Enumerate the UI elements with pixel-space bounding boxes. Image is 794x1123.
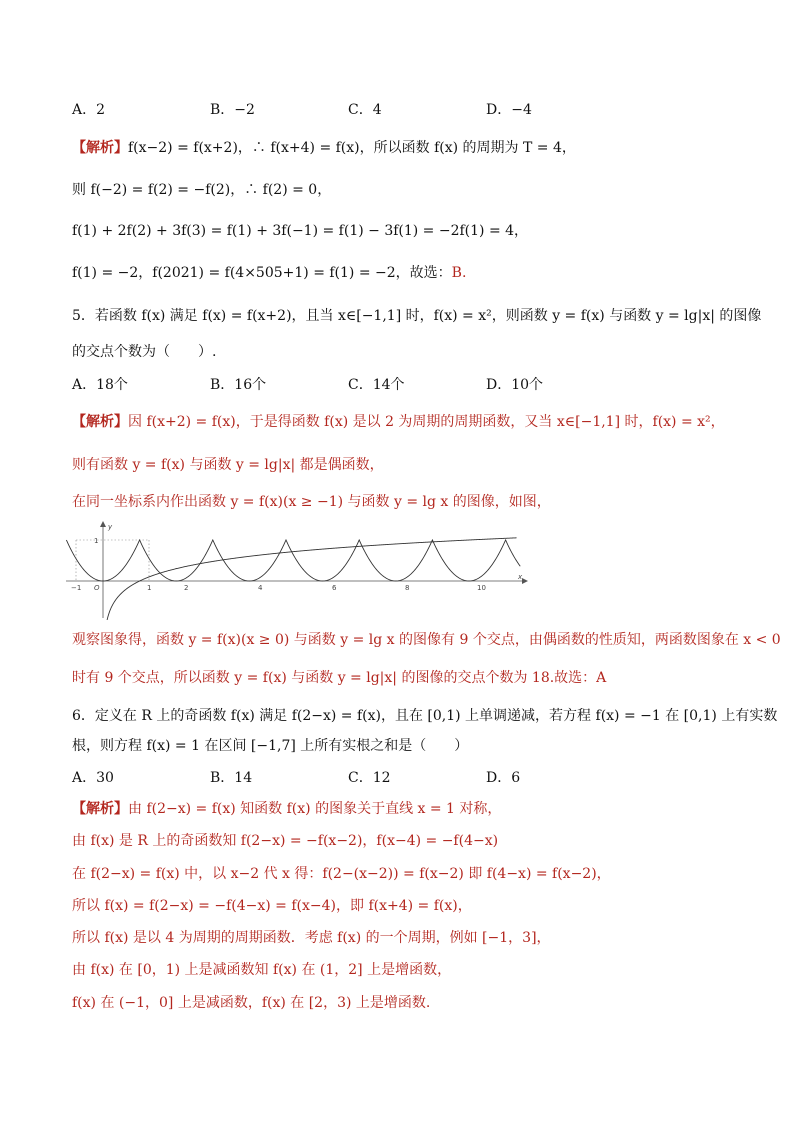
q5-option-b: B．16个: [210, 377, 267, 393]
q4-option-a: A．2: [72, 102, 106, 118]
x-tick-label: −1: [71, 584, 82, 592]
q5-analysis-line-5: [72, 668, 606, 688]
q5-stem-line-2: 的交点个数为（ ）.: [72, 344, 217, 360]
q6-analysis-text-1: 由 f(2−x) = f(x) 知函数 f(x) 的图象关于直线 x = 1 对称，: [128, 801, 502, 817]
q5-option-d: D．10个: [486, 377, 544, 393]
q5-analysis-line-2: 则有函数 y = f(x) 与函数 y = lg|x| 都是偶函数，: [72, 457, 384, 473]
x-tick-label: 6: [332, 584, 337, 592]
q6-option-c: C．12: [348, 770, 391, 786]
q6-analysis-line-6: 由 f(x) 在 [0，1) 上是减函数知 f(x) 在 (1，2] 上是增函数，: [72, 962, 452, 978]
q6-option-b: B．14: [210, 770, 253, 786]
periodic-function-curve: [66, 540, 520, 581]
q5-analysis-text-5: 时有 9 个交点，所以函数 y = f(x) 与函数 y = lg|x| 的图像的交点个数为 18.故选：: [72, 670, 597, 686]
analysis-tag: 【解析】: [72, 801, 128, 817]
x-axis-arrow: [522, 578, 528, 584]
q5-analysis-line-4: 观察图象得，函数 y = f(x)(x ≥ 0) 与函数 y = lg x 的图像有 9 个交点，由偶函数的性质知，两函数图象在 x < 0: [72, 632, 781, 648]
q4-analysis-line-4: [72, 263, 466, 283]
q5-option-a: A．18个: [72, 377, 128, 393]
q4-analysis-text-1: f(x−2) = f(x+2)，∴ f(x+4) = f(x)，所以函数 f(x) 的周期为 T = 4，: [128, 140, 576, 156]
x-tick-label: 8: [405, 584, 410, 592]
q6-option-a: A．30: [72, 770, 114, 786]
q5-answer: A: [596, 670, 607, 686]
x-axis-label: x: [518, 573, 523, 581]
function-graph: [66, 520, 536, 620]
y-axis-arrow: [100, 521, 106, 527]
q4-analysis-line-2: 则 f(−2) = f(2) = −f(2)，∴ f(2) = 0，: [72, 182, 332, 198]
q5-analysis-line-1: [72, 412, 725, 432]
q4-option-d: D．−4: [486, 102, 532, 118]
x-tick-label: 4: [258, 584, 263, 592]
q5-stem-line-1: 5．若函数 f(x) 满足 f(x) = f(x+2)，且当 x∈[−1,1] 时，f(x) = x²，则函数 y = f(x) 与函数 y = lg|x| 的图像: [72, 308, 762, 324]
y-axis-label: y: [108, 523, 113, 531]
q6-analysis-line-3: 在 f(2−x) = f(x) 中，以 x−2 代 x 得：f(2−(x−2)) = f(x−2) 即 f(4−x) = f(x−2)，: [72, 866, 611, 882]
origin-label: O: [94, 584, 100, 592]
q5-analysis-text-1: 因 f(x+2) = f(x)，于是得函数 f(x) 是以 2 为周期的周期函数，又当 x∈[−1,1] 时，f(x) = x²，: [128, 414, 725, 430]
q4-answer: B.: [451, 265, 467, 281]
q6-analysis-line-2: 由 f(x) 是 R 上的奇函数知 f(2−x) = −f(x−2)，f(x−4) = −f(4−x): [72, 833, 499, 849]
analysis-tag: 【解析】: [72, 140, 128, 156]
q6-analysis-line-7: f(x) 在 (−1，0] 上是减函数，f(x) 在 [2，3) 上是增函数.: [72, 995, 431, 1011]
q4-option-c: C．4: [348, 102, 382, 118]
q6-stem-line-1: 6．定义在 R 上的奇函数 f(x) 满足 f(2−x) = f(x)，且在 [0,1) 上单调递减，若方程 f(x) = −1 在 [0,1) 上有实数: [72, 708, 778, 724]
x-tick-label: 1: [147, 584, 152, 592]
y-tick-label: 1: [94, 537, 99, 545]
q4-analysis-line-1: [72, 138, 576, 158]
q6-analysis-line-4: 所以 f(x) = f(2−x) = −f(4−x) = f(x−4)，即 f(x+4) = f(x)，: [72, 898, 472, 914]
x-tick-label: 2: [184, 584, 189, 592]
q4-option-b: B．−2: [210, 102, 255, 118]
q6-analysis-line-5: 所以 f(x) 是以 4 为周期的周期函数．考虑 f(x) 的一个周期，例如 [−1，3]，: [72, 930, 551, 946]
x-tick-label: 10: [477, 584, 486, 592]
q5-option-c: C．14个: [348, 377, 405, 393]
q6-analysis-line-1: [72, 799, 501, 819]
analysis-tag: 【解析】: [72, 414, 128, 430]
q4-analysis-line-3: f(1) + 2f(2) + 3f(3) = f(1) + 3f(−1) = f(1) − 3f(1) = −2f(1) = 4，: [72, 223, 529, 239]
q5-analysis-line-3: 在同一坐标系内作出函数 y = f(x)(x ≥ −1) 与函数 y = lg x 的图像，如图，: [72, 494, 551, 510]
q4-analysis-text-4: f(1) = −2，f(2021) = f(4×505+1) = f(1) = −2，故选：: [72, 265, 452, 281]
q6-option-d: D．6: [486, 770, 521, 786]
q6-stem-line-2: 根，则方程 f(x) = 1 在区间 [−1,7] 上所有实根之和是（ ）: [72, 738, 469, 754]
